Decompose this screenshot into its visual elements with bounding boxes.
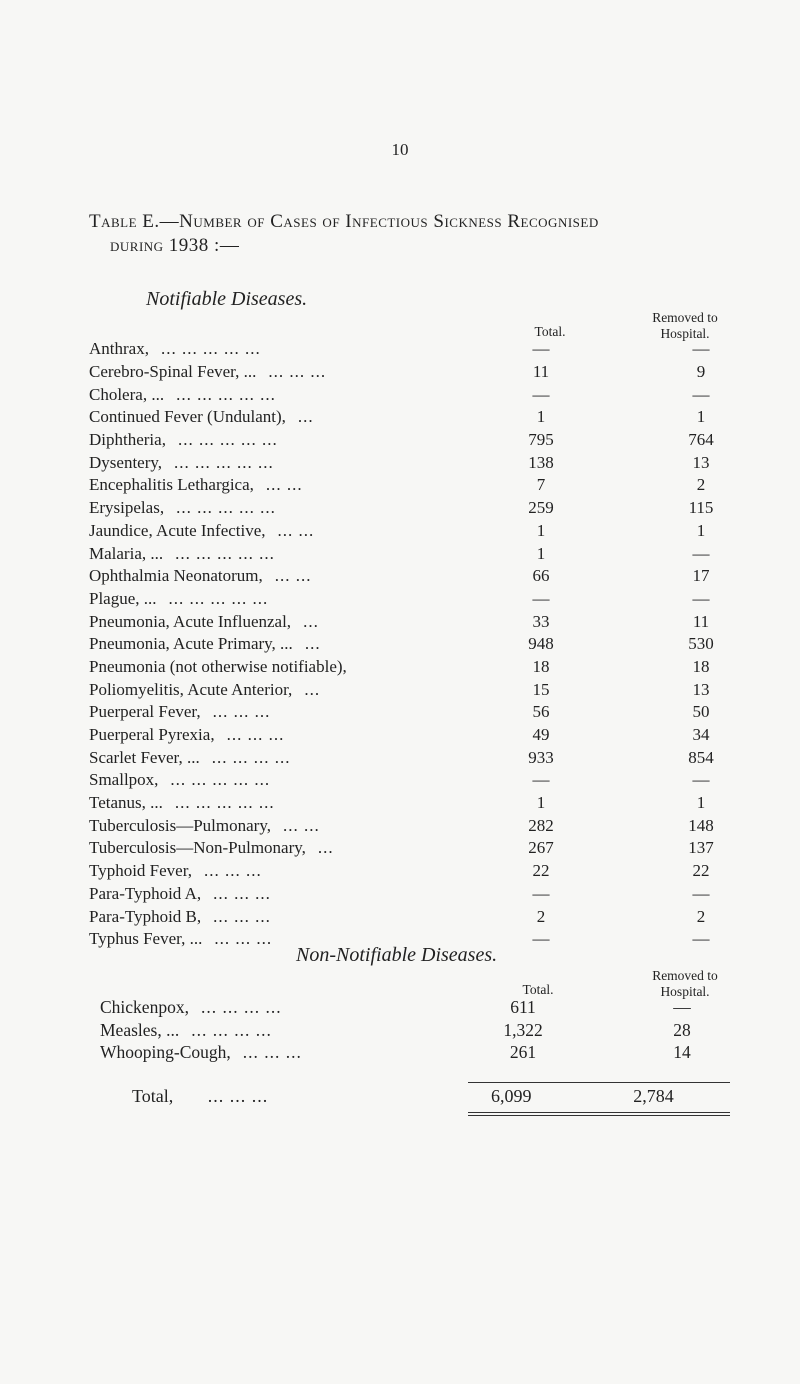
notifiable-removed-cell: 1 (696, 520, 706, 540)
notifiable-total-cell: 56 (532, 702, 550, 722)
notifiable-total-cell: — (532, 883, 550, 903)
notifiable-leader-dots: ... ... (274, 566, 312, 586)
notifiable-removed-cell: 13 (692, 679, 710, 699)
notifiable-row (89, 383, 781, 406)
non-notifiable-total-cell: 611 (510, 996, 536, 1017)
notifiable-disease-label: Plague, ... (89, 588, 157, 608)
non-notifiable-removed-cell: 28 (673, 1019, 691, 1040)
notifiable-disease-name (89, 497, 461, 520)
title-line-1: Table E.—Number of Cases of Infectious Sickness Recognised (89, 211, 599, 232)
non-notifiable-removed-cell: — (673, 996, 691, 1017)
notifiable-row (89, 814, 781, 837)
notifiable-disease-name (89, 792, 461, 815)
notifiable-disease-name (89, 860, 461, 883)
notifiable-row (89, 656, 781, 679)
grand-total-label (100, 1085, 498, 1108)
notifiable-leader-dots: ... (304, 634, 321, 654)
notifiable-disease-label: Tuberculosis—Pulmonary, (89, 815, 271, 835)
total-rule (468, 1082, 730, 1083)
notifiable-leader-dots: ... ... (277, 520, 315, 540)
notifiable-leader-dots: ... ... (282, 815, 320, 835)
non-notifiable-total-cell: 1,322 (503, 1019, 543, 1040)
table-title (89, 210, 599, 258)
notifiable-disease-label: Dysentery, (89, 452, 163, 472)
notifiable-disease-label: Continued Fever (Undulant), (89, 407, 286, 427)
notifiable-row (89, 883, 781, 906)
non-notifiable-disease-label: Chickenpox, (100, 996, 189, 1017)
notifiable-total-cell: 1 (536, 793, 546, 813)
notifiable-row (89, 633, 781, 656)
notifiable-total-cell: — (532, 929, 550, 949)
notifiable-removed-cell: — (692, 384, 710, 404)
notifiable-disease-label: Scarlet Fever, ... (89, 747, 200, 767)
non-notifiable-row (100, 1019, 766, 1042)
notifiable-removed-cell: 50 (692, 702, 710, 722)
total-double-rule (468, 1112, 730, 1116)
notifiable-total-cell: 7 (536, 475, 546, 495)
notifiable-removed-cell: — (692, 883, 710, 903)
notifiable-leader-dots: ... ... ... ... ... (168, 588, 269, 608)
notifiable-leader-dots: ... ... ... (213, 883, 271, 903)
notifiable-total-cell: 33 (532, 611, 550, 631)
notifiable-disease-label: Para-Typhoid A, (89, 883, 202, 903)
notifiable-disease-label: Cholera, ... (89, 384, 165, 404)
notifiable-row (89, 610, 781, 633)
notifiable-total-cell: 11 (532, 362, 550, 382)
notifiable-disease-label: Cerebro-Spinal Fever, ... (89, 362, 257, 382)
notifiable-disease-name (89, 406, 461, 429)
non-notifiable-total-cell: 261 (509, 1042, 537, 1063)
notifiable-total-cell: 18 (532, 656, 550, 676)
notifiable-removed-cell: 34 (692, 725, 710, 745)
notifiable-disease-name (89, 474, 461, 497)
non-notifiable-disease-name (100, 1019, 448, 1042)
notifiable-disease-label: Pneumonia, Acute Primary, ... (89, 634, 293, 654)
notifiable-row (89, 905, 781, 928)
notifiable-disease-name (89, 701, 461, 724)
notifiable-disease-label: Encephalitis Lethargica, (89, 475, 254, 495)
notifiable-removed-cell: 2 (696, 906, 706, 926)
notifiable-removed-cell: 18 (692, 656, 710, 676)
notifiable-removed-cell: 137 (688, 838, 714, 858)
notifiable-disease-name (89, 656, 461, 679)
notifiable-row (89, 406, 781, 429)
notifiable-row (89, 429, 781, 452)
notifiable-total-cell: 948 (528, 634, 554, 654)
notifiable-leader-dots: ... ... ... ... ... (170, 770, 271, 790)
notifiable-row (89, 837, 781, 860)
grand-total-table (100, 1085, 769, 1108)
notifiable-total-cell: 1 (536, 543, 546, 563)
non-notifiable-leader-dots: ... ... ... ... (200, 996, 282, 1017)
notifiable-disease-label: Malaria, ... (89, 543, 164, 563)
non-notifiable-table (100, 996, 766, 1064)
notifiable-col-removed-line2: Hospital. (660, 326, 710, 341)
notifiable-disease-name (89, 610, 461, 633)
notifiable-disease-label: Tuberculosis—Non-Pulmonary, (89, 838, 306, 858)
notifiable-disease-label: Puerperal Fever, (89, 702, 201, 722)
notifiable-disease-name (89, 905, 461, 928)
grand-total-row (100, 1085, 769, 1108)
notifiable-disease-name (89, 678, 461, 701)
notifiable-disease-name (89, 565, 461, 588)
notifiable-total-cell: 15 (532, 679, 550, 699)
notifiable-row (89, 565, 781, 588)
grand-total-label-text: Total, (132, 1085, 174, 1106)
grand-total-removed: 2,784 (633, 1085, 674, 1106)
notifiable-removed-cell: 11 (692, 611, 710, 631)
notifiable-disease-name (89, 338, 461, 361)
notifiable-row (89, 497, 781, 520)
notifiable-leader-dots: ... ... ... (268, 362, 327, 382)
notifiable-disease-name (89, 769, 461, 792)
notifiable-leader-dots: ... ... ... ... ... (176, 498, 276, 518)
notifiable-leader-dots: ... ... (265, 475, 303, 495)
notifiable-disease-label: Smallpox, (89, 770, 159, 790)
notifiable-disease-label: Pneumonia, Acute Influenzal, (89, 611, 292, 631)
notifiable-row (89, 701, 781, 724)
notifiable-leader-dots: ... ... ... ... ... (176, 384, 276, 404)
notifiable-disease-name (89, 746, 461, 769)
notifiable-col-removed-line1: Removed to (652, 310, 718, 325)
notifiable-total-cell: 267 (528, 838, 554, 858)
notifiable-removed-cell: 854 (688, 747, 714, 767)
notifiable-disease-name (89, 724, 461, 747)
notifiable-disease-label: Erysipelas, (89, 498, 165, 518)
notifiable-total-cell: 66 (532, 566, 550, 586)
notifiable-row (89, 588, 781, 611)
non-notifiable-disease-name (100, 1041, 448, 1064)
notifiable-disease-name (89, 814, 461, 837)
notifiable-leader-dots: ... ... ... (214, 929, 273, 949)
notifiable-removed-cell: — (692, 543, 710, 563)
notifiable-removed-cell: 148 (688, 815, 714, 835)
non-notifiable-disease-name (100, 996, 448, 1019)
notifiable-leader-dots: ... ... ... ... (211, 747, 291, 767)
notifiable-disease-label: Para-Typhoid B, (89, 906, 202, 926)
notifiable-disease-name (89, 361, 461, 384)
grand-total-dots: ... ... ... (207, 1085, 269, 1106)
notifiable-disease-name (89, 588, 461, 611)
notifiable-disease-name (89, 883, 461, 906)
notifiable-removed-cell: 17 (692, 566, 710, 586)
notifiable-leader-dots: ... ... ... ... ... (160, 339, 261, 359)
non-notifiable-col-removed-line1: Removed to (652, 968, 718, 983)
non-notifiable-leader-dots: ... ... ... (242, 1042, 302, 1063)
notifiable-col-total: Total. (534, 324, 566, 339)
non-notifiable-row (100, 996, 766, 1019)
notifiable-removed-cell: 9 (696, 362, 706, 382)
notifiable-disease-label: Ophthalmia Neonatorum, (89, 566, 263, 586)
notifiable-disease-label: Diphtheria, (89, 430, 166, 450)
notifiable-total-cell: 1 (536, 407, 546, 427)
notifiable-removed-cell: — (692, 929, 710, 949)
notifiable-row (89, 792, 781, 815)
notifiable-row (89, 361, 781, 384)
notifiable-disease-label: Anthrax, (89, 339, 149, 359)
notifiable-total-cell: — (532, 384, 550, 404)
notifiable-leader-dots: ... (303, 611, 319, 631)
notifiable-disease-label: Puerperal Pyrexia, (89, 725, 215, 745)
notifiable-removed-cell: — (692, 770, 710, 790)
notifiable-leader-dots: ... ... ... (212, 702, 271, 722)
notifiable-disease-name (89, 633, 461, 656)
notifiable-row (89, 542, 781, 565)
notifiable-total-cell: — (532, 770, 550, 790)
non-notifiable-heading: Non-Notifiable Diseases. (296, 944, 498, 966)
notifiable-total-cell: 795 (528, 430, 554, 450)
non-notifiable-leader-dots: ... ... ... ... (191, 1019, 272, 1040)
notifiable-row (89, 338, 781, 361)
title-line-2: during 1938 :— (110, 235, 240, 256)
notifiable-disease-label: Typhus Fever, ... (89, 929, 203, 949)
notifiable-heading: Notifiable Diseases. (146, 288, 308, 310)
notifiable-leader-dots: ... (297, 407, 314, 427)
notifiable-leader-dots: ... ... ... (213, 906, 271, 926)
notifiable-table (89, 338, 781, 951)
notifiable-disease-name (89, 542, 461, 565)
notifiable-total-cell: 282 (528, 815, 554, 835)
non-notifiable-col-total: Total. (522, 982, 554, 997)
notifiable-leader-dots: ... ... ... ... ... (174, 452, 274, 472)
notifiable-row (89, 746, 781, 769)
notifiable-removed-cell: 764 (688, 430, 714, 450)
notifiable-leader-dots: ... ... ... ... ... (175, 543, 275, 563)
notifiable-row (89, 451, 781, 474)
notifiable-total-cell: 1 (536, 520, 546, 540)
notifiable-leader-dots: ... ... ... (226, 725, 285, 745)
notifiable-disease-name (89, 837, 461, 860)
notifiable-total-cell: — (532, 588, 550, 608)
grand-total-value: 6,099 (491, 1085, 532, 1106)
notifiable-removed-cell: 1 (696, 793, 706, 813)
notifiable-leader-dots: ... ... ... ... ... (177, 430, 278, 450)
notifiable-removed-cell: — (692, 588, 710, 608)
notifiable-disease-name (89, 451, 461, 474)
notifiable-removed-cell: 530 (688, 634, 714, 654)
notifiable-removed-cell: 22 (692, 861, 710, 881)
notifiable-row (89, 520, 781, 543)
notifiable-row (89, 474, 781, 497)
notifiable-total-cell: 259 (528, 498, 554, 518)
notifiable-total-cell: 49 (532, 725, 550, 745)
notifiable-disease-name (89, 520, 461, 543)
notifiable-row (89, 769, 781, 792)
notifiable-disease-name (89, 383, 461, 406)
notifiable-leader-dots: ... (317, 838, 334, 858)
notifiable-leader-dots: ... ... ... ... ... (174, 793, 275, 813)
notifiable-disease-label: Tetanus, ... (89, 793, 163, 813)
notifiable-total-cell: 138 (528, 452, 554, 472)
notifiable-disease-label: Poliomyelitis, Acute Anterior, (89, 679, 293, 699)
non-notifiable-removed-cell: 14 (673, 1042, 691, 1063)
notifiable-row (89, 678, 781, 701)
notifiable-total-cell: 933 (528, 747, 554, 767)
non-notifiable-disease-label: Measles, ... (100, 1019, 180, 1040)
notifiable-row (89, 724, 781, 747)
notifiable-total-cell: — (532, 339, 550, 359)
notifiable-leader-dots: ... ... ... (203, 861, 262, 881)
notifiable-total-cell: 22 (532, 861, 550, 881)
notifiable-disease-label: Jaundice, Acute Infective, (89, 520, 266, 540)
notifiable-leader-dots: ... (304, 679, 321, 699)
notifiable-disease-label: Typhoid Fever, (89, 861, 192, 881)
notifiable-disease-name (89, 429, 461, 452)
non-notifiable-row (100, 1041, 766, 1064)
notifiable-removed-cell: — (692, 339, 710, 359)
notifiable-removed-cell: 115 (688, 498, 714, 518)
notifiable-removed-cell: 2 (696, 475, 706, 495)
notifiable-removed-cell: 13 (692, 452, 710, 472)
notifiable-removed-cell: 1 (696, 407, 706, 427)
notifiable-disease-label: Pneumonia (not otherwise notifiable), (89, 656, 347, 676)
non-notifiable-col-removed-line2: Hospital. (660, 984, 710, 999)
notifiable-total-cell: 2 (536, 906, 546, 926)
notifiable-row (89, 860, 781, 883)
page-number: 10 (391, 140, 409, 159)
non-notifiable-disease-label: Whooping-Cough, (100, 1042, 231, 1063)
